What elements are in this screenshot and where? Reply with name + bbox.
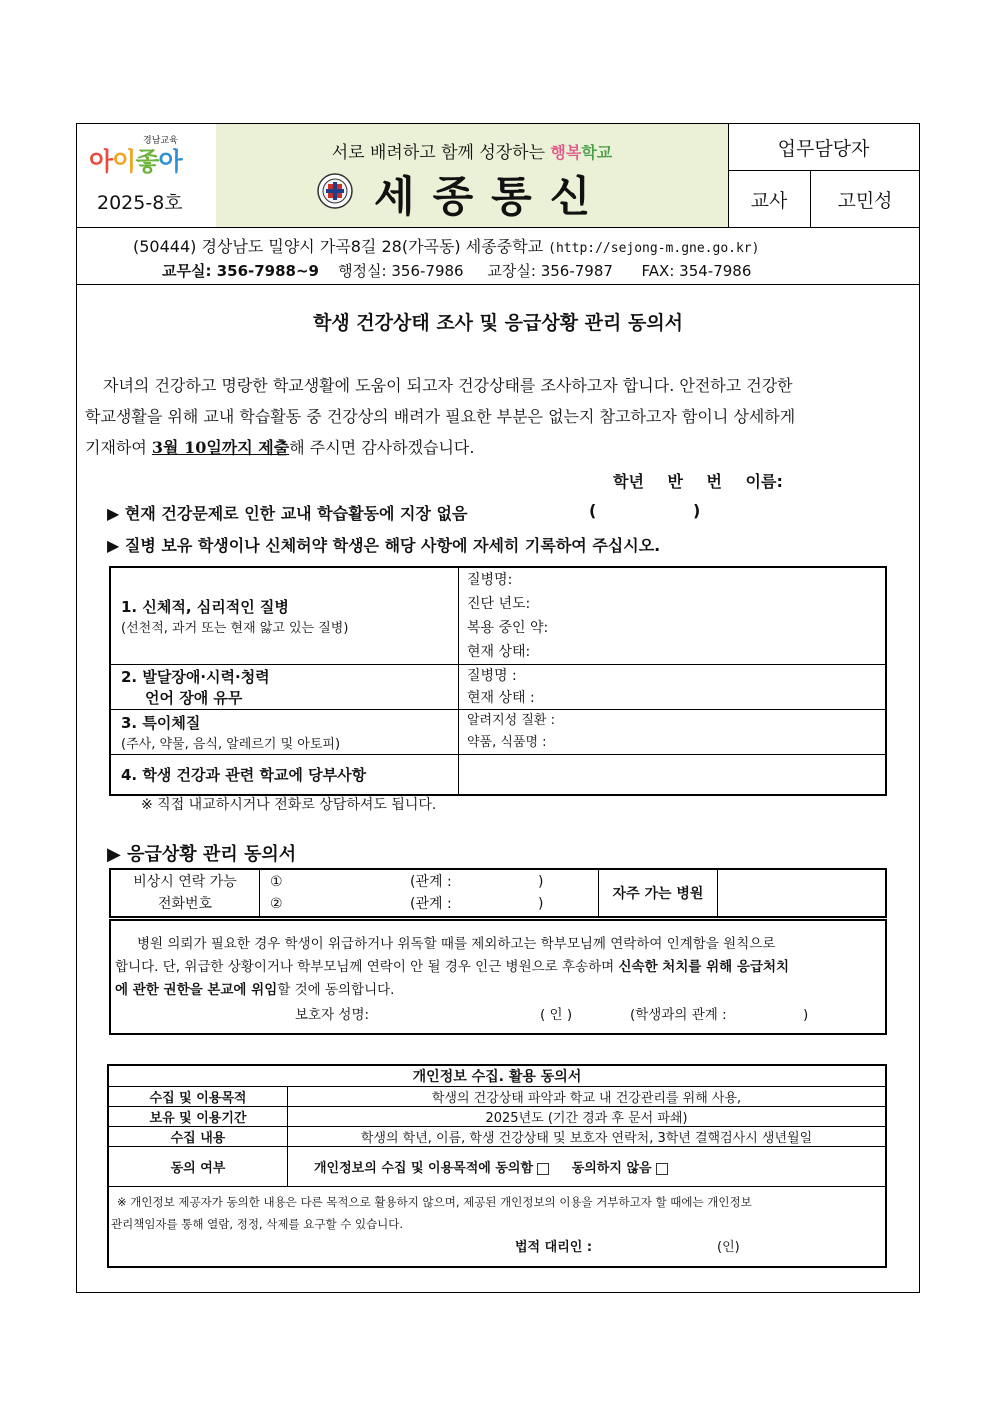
table-row: 보유 및 이용기간 2025년도 (기간 경과 후 문서 파쇄): [108, 1107, 886, 1127]
row3-input[interactable]: 알려지성 질환 : 약품, 식품명 :: [459, 710, 887, 755]
deadline: 3월 10일까지 제출: [151, 438, 290, 457]
newsletter-title: 세종통신: [374, 172, 609, 221]
privacy-consent-table: [107, 1064, 887, 1268]
agree-yes-label: 개인정보의 수집 및 이용목적에 동의함: [314, 1161, 534, 1176]
slogan: 서로 배려하고 함께 성장하는 행복학교: [331, 143, 613, 163]
intro-paragraph: 자녀의 건강하고 명랑한 학교생활에 도움이 되고자 건강상태를 조사하고자 합니다. 안전하고 건강한 학교생활을 위해 교내 학습활동 중 건강상의 배려가 필요한 부분은 없는지 참고하고자 함이니 상세하게 기재하여 3월 10일까지 제출해 주시면 감사하겠습니다.: [85, 376, 796, 457]
relation-label: (학생과의 관계 :: [630, 1007, 727, 1023]
staff-name: 고민성: [837, 189, 893, 212]
consult-note: ※ 직접 내교하시거나 전화로 상담하셔도 됩니다.: [141, 797, 437, 813]
contact-input[interactable]: ① (관계 : ) ② (관계 : ): [260, 869, 599, 917]
guardian-seal[interactable]: ( 인 ): [540, 1007, 573, 1023]
table-row: 2. 발달장애·시력·청력 언어 장애 유무 질병명 : 현재 상태 :: [110, 665, 886, 710]
table-row: 3. 특이체질 (주사, 약물, 음식, 알레르기 및 아토피) 알려지성 질환 : 약품, 식품명 :: [110, 710, 886, 755]
agree-yes-checkbox[interactable]: [537, 1163, 549, 1175]
title-cell: [216, 124, 729, 227]
no-issue-check-close: ): [693, 501, 701, 520]
agree-no-checkbox[interactable]: [656, 1163, 668, 1175]
row2-input[interactable]: 질병명 : 현재 상태 :: [459, 665, 887, 710]
guardian-name-label: 보호자 성명:: [295, 1007, 370, 1023]
no-issue-check-open[interactable]: (: [589, 501, 597, 520]
table-row: [110, 567, 886, 665]
school-address: [77, 228, 919, 285]
staff-cell: [728, 124, 919, 227]
staff-label: 업무담당자: [728, 124, 919, 171]
table-row: 수집 및 이용목적 학생의 건강상태 파악과 학교 내 건강관리를 위해 사용,: [108, 1087, 886, 1107]
instruction-statement: ▶ 질병 보유 학생이나 신체허약 학생은 해당 사항에 자세히 기록하여 주십시오.: [107, 536, 661, 555]
fax-number: FAX: 354-7986: [641, 262, 752, 280]
phone-principal: 교장실: 356-7987: [487, 262, 613, 280]
issue-number: 2025-8호: [97, 192, 183, 214]
address-line: (50444) 경상남도 밀양시 가곡8길 28(가곡동) 세종중학교: [133, 237, 544, 256]
phone-academic: 교무실: 356-7988~9: [162, 262, 319, 280]
row4-input[interactable]: [459, 755, 887, 795]
document-title: 학생 건강상태 조사 및 응급상황 관리 동의서: [312, 312, 684, 334]
section-emergency-title: ▶ 응급상황 관리 동의서: [107, 844, 297, 865]
staff-role: 교사: [728, 171, 811, 227]
hospital-label: 자주 가는 병원: [599, 869, 718, 917]
logo-aijoa: 아이좋아: [89, 147, 182, 176]
table-row: 동의 여부 개인정보의 수집 및 이용목적에 동의함 동의하지 않음: [108, 1147, 886, 1187]
row1-input[interactable]: 질병명: 진단 년도: 복용 중인 약: 현재 상태:: [459, 567, 887, 665]
table-row: 비상시 연락 가능 전화번호 ① (관계 : ) ② (관계 : ) 자주 가는 병원: [110, 869, 886, 917]
table-row: 수집 내용 학생의 학년, 이름, 학생 건강상태 및 보호자 연락처, 3학년 결핵검사시 생년월일: [108, 1127, 886, 1147]
no-issue-statement: ▶ 현재 건강문제로 인한 교내 학습활동에 지장 없음: [107, 504, 468, 523]
student-info-line: 학년 반 번 이름:: [613, 472, 783, 491]
document-frame: [76, 123, 920, 1293]
row1-subtitle: (선천적, 과거 또는 현재 앓고 있는 질병): [121, 621, 349, 636]
health-survey-table: [109, 566, 887, 796]
logo-org: 경남교육: [143, 136, 178, 146]
legal-rep-seal[interactable]: (인): [717, 1240, 740, 1255]
table-row: ※ 개인정보 제공자가 동의한 내용은 다른 목적으로 활용하지 않으며, 제공된 개인정보의 이용을 거부하고자 할 때에는 개인정보 관리책임자를 통해 열람, 정정, 삭제를 요구할 수 있습니다. 법적 대리인 : (인): [108, 1187, 886, 1267]
school-url: (http://sejong-m.gne.go.kr): [548, 241, 760, 256]
row1-title: 1. 신체적, 심리적인 질병: [121, 598, 289, 616]
table-row: 4. 학생 건강과 관련 학교에 당부사항: [110, 755, 886, 795]
agree-no-label: 동의하지 않음: [571, 1161, 652, 1176]
newsletter-header: [77, 124, 919, 228]
privacy-title: 개인정보 수집. 활용 동의서: [108, 1065, 886, 1087]
privacy-note: ※ 개인정보 제공자가 동의한 내용은 다른 목적으로 활용하지 않으며, 제공된 개인정보의 이용을 거부하고자 할 때에는 개인정보: [117, 1195, 752, 1209]
school-emblem-icon: [316, 172, 354, 210]
emergency-consent-box: 병원 의뢰가 필요한 경우 학생이 위급하거나 위독할 때를 제외하고는 학부모님께 연락하여 인계함을 원칙으로 합니다. 단, 위급한 상황이거나 학부모님께 연락이 안 될 경우 인근 병원으로 후송하며 신속한 처치를 위해 응급처치 에 관한 권한을 본교에 위임할 것에 동의합니다. 보호자 성명: ( 인 ) (학생과의 관계 : ): [109, 919, 887, 1035]
emergency-contact-table: [109, 868, 887, 918]
table-row: [108, 1065, 886, 1087]
phone-admin: 행정실: 356-7986: [338, 262, 464, 280]
logo-cell: [77, 124, 217, 227]
hospital-input[interactable]: [718, 869, 887, 917]
legal-rep-label: 법적 대리인 :: [515, 1240, 593, 1255]
